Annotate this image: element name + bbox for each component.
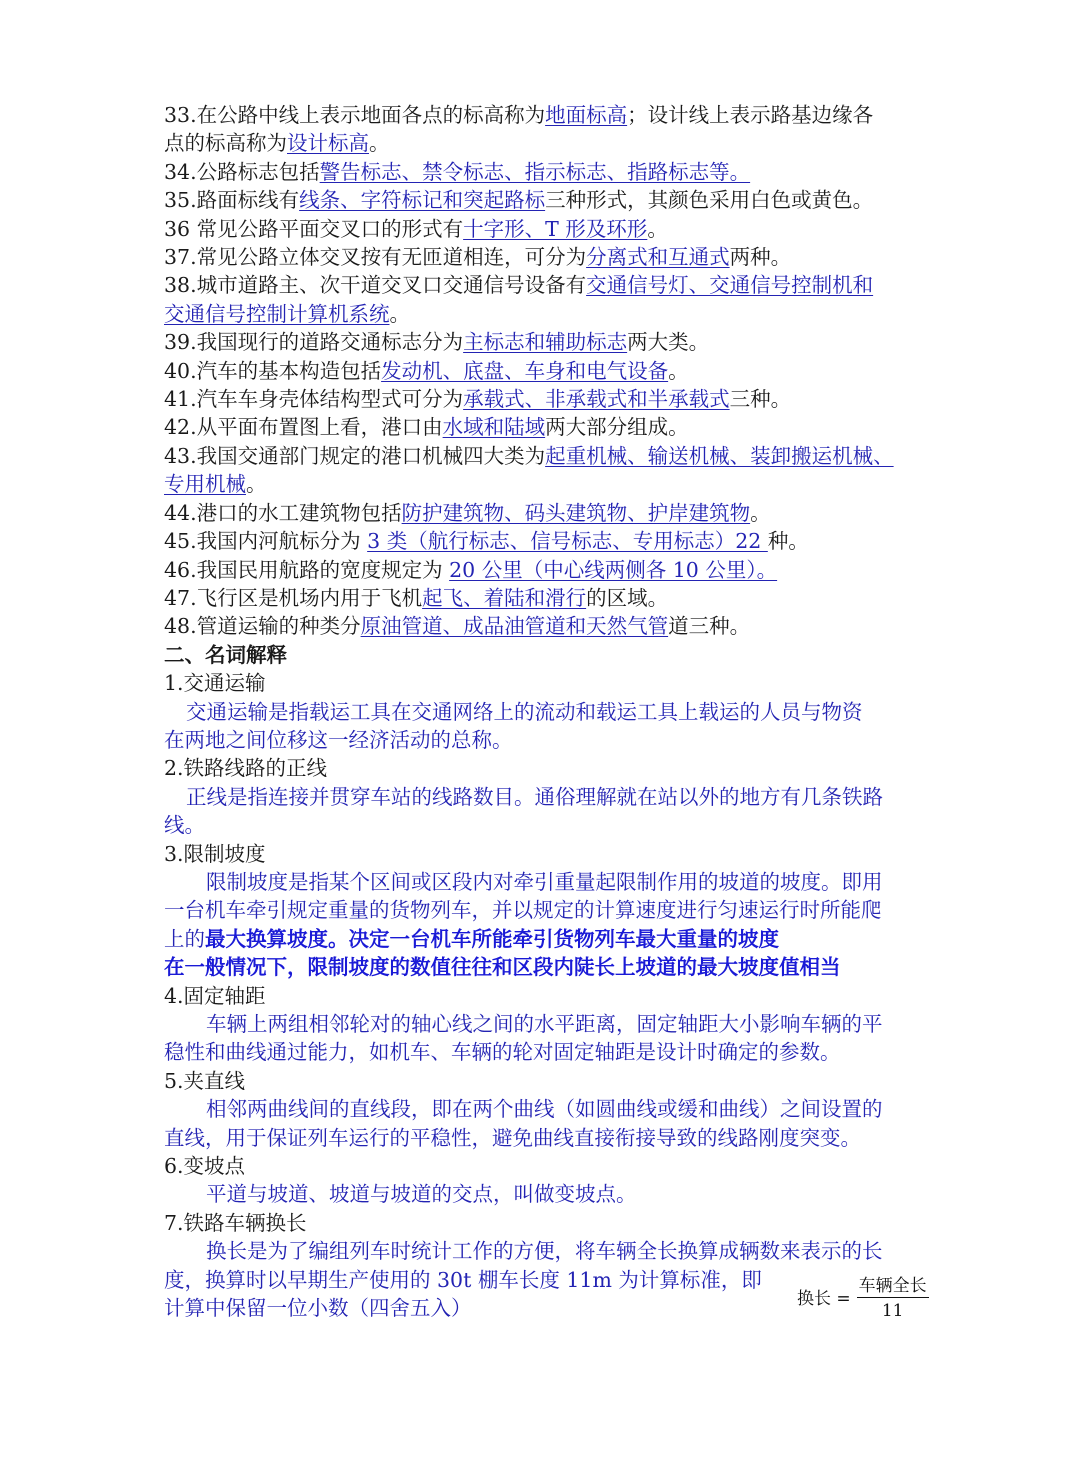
answer-text: 交通信号灯、交通信号控制机和 — [586, 273, 874, 298]
question-text: 我国内河航标分为 — [196, 529, 368, 554]
definition-line — [164, 811, 930, 839]
question-text: 。 — [668, 358, 689, 383]
question-line — [164, 186, 930, 214]
definition-text: 交通运输是指载运工具在交通网络上的流动和载运工具上载运的人员与物资 — [186, 699, 863, 724]
formula-lhs: 换长 = — [797, 1288, 851, 1309]
term-title: 7.铁路车辆换长 — [164, 1210, 307, 1235]
answer-text: 设计标高 — [287, 131, 369, 156]
emphasis-text: 最大换算坡度。决定一台机车所能牵引货物列车最大重量的坡度 — [205, 926, 779, 951]
question-line — [164, 556, 930, 584]
term-title: 1.交通运输 — [164, 671, 266, 696]
definition-text: 平道与坡道、坡道与坡道的交点，叫做变坡点。 — [206, 1182, 637, 1207]
question-text: 城市道路主、次干道交叉口交通信号设备有 — [196, 273, 587, 298]
question-number: 36 — [164, 216, 191, 241]
answer-text: 起重机械、输送机械、装卸搬运机械、 — [545, 443, 894, 468]
question-text: 。 — [246, 472, 267, 497]
definition-text: 度，换算时以早期生产使用的 30t 棚车长度 11m 为计算标准，即 — [164, 1267, 762, 1292]
definition-text: 一台机车牵引规定重量的货物列车，并以规定的计算速度进行匀速运行时所能爬 — [164, 898, 882, 923]
question-line — [164, 612, 930, 640]
question-text: 路面标线有 — [196, 188, 300, 213]
definition-line — [164, 1237, 930, 1265]
answer-text: 起飞、着陆和滑行 — [422, 585, 587, 610]
answer-text: 承载式、非承载式和半承载式 — [463, 387, 730, 412]
question-text: 汽车的基本构造包括 — [196, 358, 382, 383]
question-text: 我国民用航路的宽度规定为 — [196, 557, 450, 582]
fill-in-section — [164, 101, 930, 641]
answer-text: 专用机械 — [164, 472, 246, 497]
definition-text: 稳性和曲线通过能力，如机车、车辆的轮对固定轴距是设计时确定的参数。 — [164, 1040, 841, 1065]
question-number: 48. — [164, 614, 197, 639]
answer-text: 水域和陆域 — [442, 415, 546, 440]
answer-text: 原油管道、成品油管道和天然气管 — [360, 614, 669, 639]
question-line — [164, 584, 930, 612]
definition-line — [164, 1038, 930, 1066]
definition-text: 正线是指连接并贯穿车站的线路数目。通俗理解就在站以外的地方有几条铁路 — [186, 784, 883, 809]
question-text: 在公路中线上表示地面各点的标高称为 — [196, 103, 546, 127]
definition-line — [164, 1124, 930, 1152]
definition-line — [164, 783, 930, 811]
question-number: 41. — [164, 387, 197, 412]
question-number: 33. — [164, 103, 197, 127]
term-title: 4.固定轴距 — [164, 983, 266, 1008]
question-text: 。 — [647, 216, 668, 241]
answer-text: 防护建筑物、码头建筑物、护岸建筑物 — [401, 500, 751, 525]
answer-text: 主标志和辅助标志 — [463, 330, 628, 355]
definition-line — [164, 925, 930, 953]
definition-line — [164, 1180, 930, 1208]
question-number: 42. — [164, 415, 197, 440]
answer-text: 十字形、T 形及环形 — [463, 216, 648, 241]
question-line — [164, 101, 930, 129]
question-text: 常见公路立体交叉按有无匝道相连，可分为 — [196, 245, 587, 270]
definition-line — [164, 868, 930, 896]
question-text: 两种。 — [729, 245, 792, 270]
question-text: 飞行区是机场内用于飞机 — [196, 585, 423, 610]
definition-line — [164, 896, 930, 924]
question-text: 从平面布置图上看，港口由 — [196, 415, 443, 440]
question-text: 我国现行的道路交通标志分为 — [196, 330, 464, 355]
definition-line — [164, 1095, 930, 1123]
question-text: 种。 — [767, 529, 809, 554]
term-title: 5.夹直线 — [164, 1068, 246, 1093]
definition-line — [164, 1010, 930, 1038]
answer-text: 警告标志、禁令标志、指示标志、指路标志等。 — [319, 159, 751, 184]
question-text: 。 — [750, 500, 771, 525]
term-title: 6.变坡点 — [164, 1154, 246, 1179]
definition-line — [164, 726, 930, 754]
definition-text: 限制坡度是指某个区间或区段内对牵引重量起限制作用的坡道的坡度。即用 — [206, 869, 883, 894]
question-text: 点的标高称为 — [164, 131, 287, 156]
formula-numerator: 车辆全长 — [857, 1271, 929, 1298]
question-line — [164, 413, 930, 441]
terms-section — [164, 669, 930, 1322]
question-line — [164, 328, 930, 356]
question-text: 。 — [369, 131, 390, 156]
definition-text: 直线，用于保证列车运行的平稳性，避免曲线直接衔接导致的线路刚度突变。 — [164, 1125, 861, 1150]
question-number: 34. — [164, 159, 197, 184]
definition-text: 上的 — [164, 926, 205, 951]
question-text: 公路标志包括 — [196, 159, 320, 184]
question-number: 47. — [164, 585, 197, 610]
question-text: 。 — [389, 301, 410, 326]
question-text: ；设计线上表示路基边缘各 — [627, 103, 874, 127]
definition-text: 相邻两曲线间的直线段，即在两个曲线（如圆曲线或缓和曲线）之间设置的 — [206, 1097, 883, 1122]
question-number: 37. — [164, 245, 197, 270]
question-text: 道三种。 — [668, 614, 751, 639]
question-line — [164, 527, 930, 555]
answer-text: 20 公里（中心线两侧各 10 公里）。 — [449, 557, 778, 582]
question-text: 三种。 — [729, 387, 792, 412]
question-text: 的区域。 — [586, 585, 669, 610]
question-text: 汽车车身壳体结构型式可分为 — [196, 387, 464, 412]
question-line — [164, 357, 930, 385]
conversion-formula — [797, 1271, 929, 1321]
question-text: 两大类。 — [627, 330, 710, 355]
question-number: 39. — [164, 330, 197, 355]
question-number: 44. — [164, 500, 197, 525]
answer-text: 分离式和互通式 — [586, 245, 730, 270]
term-title: 2.铁路线路的正线 — [164, 756, 328, 781]
question-number: 46. — [164, 557, 197, 582]
question-line — [164, 300, 930, 328]
question-line — [164, 442, 930, 470]
question-line — [164, 271, 930, 299]
question-text: 两大部分组成。 — [545, 415, 689, 440]
question-line — [164, 470, 930, 498]
answer-text: 发动机、底盘、车身和电气设备 — [381, 358, 669, 383]
question-text: 常见公路平面交叉口的形式有 — [190, 216, 464, 241]
question-text: 我国交通部门规定的港口机械四大类为 — [196, 443, 546, 468]
emphasis-text: 在一般情况下，限制坡度的数值往往和区段内陡长上坡道的最大坡度值相当 — [164, 955, 841, 980]
term-title: 3.限制坡度 — [164, 841, 266, 866]
section-heading: 二、名词解释 — [164, 642, 287, 667]
question-line — [164, 385, 930, 413]
question-text: 港口的水工建筑物包括 — [196, 500, 402, 525]
definition-line — [164, 953, 930, 981]
question-text: 管道运输的种类分 — [196, 614, 361, 639]
definition-text: 在两地之间位移这一经济活动的总称。 — [164, 727, 513, 752]
answer-text: 地面标高 — [545, 103, 628, 127]
formula-fraction — [857, 1271, 929, 1321]
question-number: 38. — [164, 273, 197, 298]
question-line — [164, 499, 930, 527]
question-number: 40. — [164, 358, 197, 383]
question-line — [164, 243, 930, 271]
answer-text: 交通信号控制计算机系统 — [164, 301, 390, 326]
definition-text: 车辆上两组相邻轮对的轴心线之间的水平距离，固定轴距大小影响车辆的平 — [206, 1012, 883, 1036]
answer-text: 3 类（航行标志、信号标志、专用标志）22 — [367, 529, 768, 554]
definition-line — [164, 698, 930, 726]
definition-text: 计算中保留一位小数（四舍五入） — [164, 1296, 472, 1321]
question-line — [164, 215, 930, 243]
question-number: 35. — [164, 188, 197, 213]
definition-text: 换长是为了编组列车时统计工作的方便，将车辆全长换算成辆数来表示的长 — [206, 1239, 883, 1264]
answer-text: 线条、字符标记和突起路标 — [299, 188, 546, 213]
question-text: 三种形式，其颜色采用白色或黄色。 — [545, 188, 874, 213]
question-line — [164, 158, 930, 186]
question-number: 45. — [164, 529, 197, 554]
question-line — [164, 129, 930, 157]
definition-text: 线。 — [164, 813, 205, 838]
question-number: 43. — [164, 443, 197, 468]
formula-denominator: 11 — [881, 1301, 904, 1321]
